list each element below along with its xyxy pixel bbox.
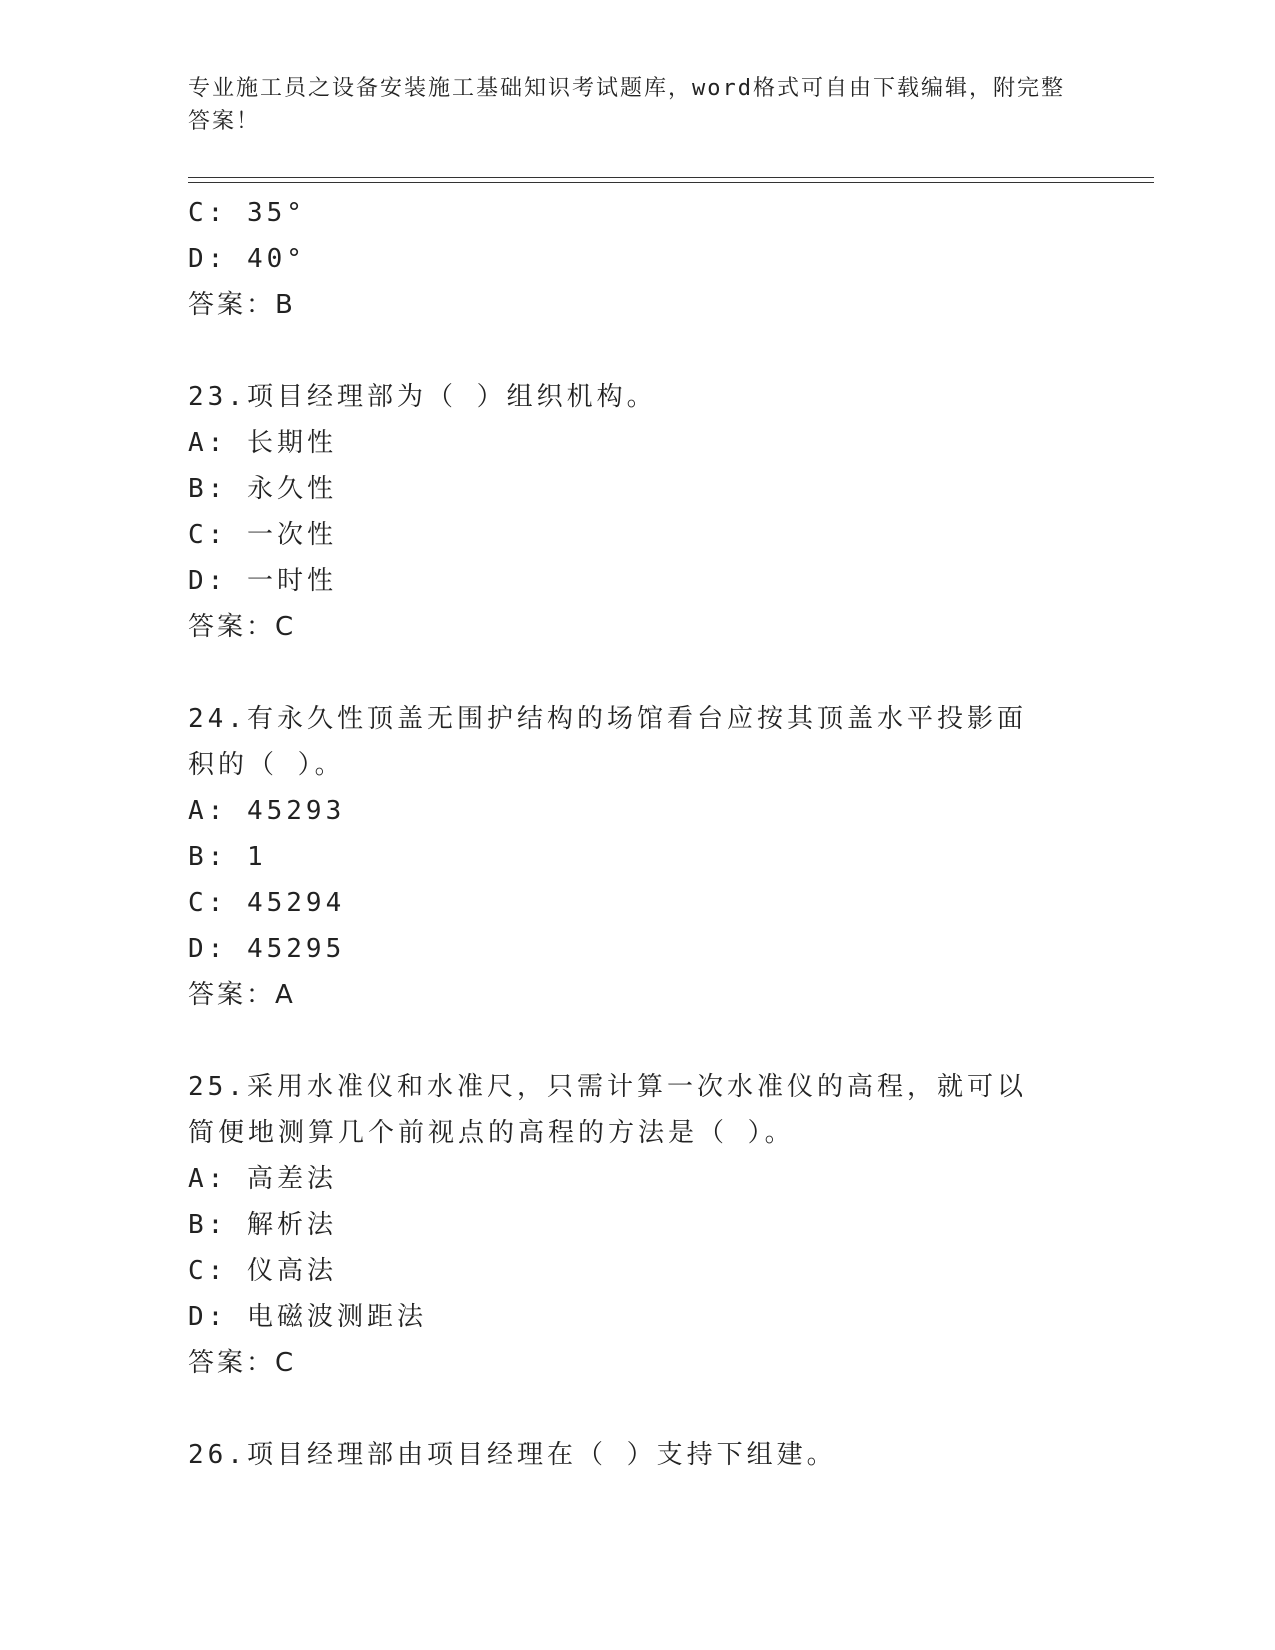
answer-line: 答案：C [188,1348,297,1378]
question-text: 23.项目经理部为（ ）组织机构。 [188,382,657,412]
question-list [188,190,1088,1478]
answer-line: 答案：C [188,612,297,642]
answer-line: 答案：A [188,980,296,1010]
question-23 [188,374,1088,650]
document-header-title: 专业施工员之设备安装施工基础知识考试题库，word格式可自由下载编辑，附完整答案！ [188,76,1065,134]
question-24 [188,696,1088,1018]
option-b: B: 解析法 [188,1210,337,1240]
option-c: C: 45294 [188,888,346,918]
option-d: D: 40° [188,244,306,274]
option-c: C: 仪高法 [188,1256,337,1286]
question-25 [188,1064,1088,1386]
option-b: B: 1 [188,842,267,872]
option-c: C: 35° [188,198,306,228]
header-divider [188,177,1154,183]
option-c: C: 一次性 [188,520,337,550]
question-22-tail [188,190,1088,328]
answer-line: 答案：B [188,290,296,320]
question-text: 24.有永久性顶盖无围护结构的场馆看台应按其顶盖水平投影面积的（ ）。 [188,704,1027,780]
question-text: 26.项目经理部由项目经理在（ ）支持下组建。 [188,1440,837,1470]
question-text: 25.采用水准仪和水准尺，只需计算一次水准仪的高程，就可以简便地测算几个前视点的高程的方法是（ ）。 [188,1072,1027,1148]
option-d: D: 电磁波测距法 [188,1302,427,1332]
option-d: D: 一时性 [188,566,337,596]
option-a: A: 长期性 [188,428,337,458]
question-26 [188,1432,1088,1478]
option-b: B: 永久性 [188,474,337,504]
option-a: A: 45293 [188,796,346,826]
option-a: A: 高差法 [188,1164,337,1194]
option-d: D: 45295 [188,934,346,964]
